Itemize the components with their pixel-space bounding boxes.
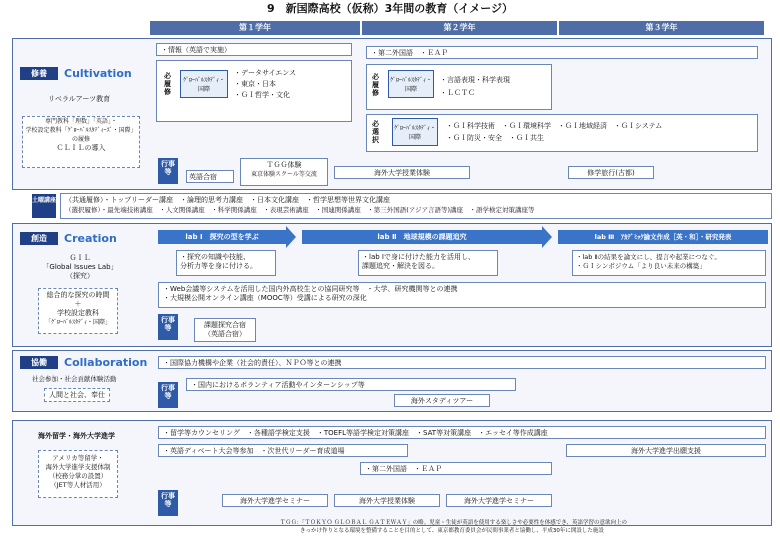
lab1-item: ・探究の知識や技能、 [180,253,250,261]
year-header-2: 第２学年 [362,21,557,35]
lab2-arrow-head [542,226,552,248]
abroad-note [38,450,118,498]
y1-gs-subject: ｸﾞﾛｰﾊﾞﾙｽﾀﾃﾞｨ・国際 [180,70,228,98]
creation-gil [40,254,120,281]
cultivation-note-line: 学校設定教科「ｸﾞﾛｰﾊﾞﾙｽﾀﾃﾞｨｰｽﾞ・国際」 [25,127,137,134]
abroad-application-support: 海外大学進学出願支援 [566,444,766,457]
research-camp-box [194,318,256,342]
info-english-box: ・情報（英語で実施） [156,43,352,56]
creation-note-line: 総合的な探究の時間 [46,291,110,299]
abroad-event: 海外大学進学セミナー [446,494,552,507]
cultivation-note-line: 専門教科「理数」「英語」・ [44,118,117,125]
y3-selective-label: 必選択 [372,120,379,144]
y2-item: ・ＬＣＴＣ [440,89,475,97]
footnote-line: きっかけ作りとなる環境を整備することを目的として、東京都教育委員会が民間事業者と協働し、平成30年に開設した施設 [300,528,604,534]
y1-item: ・データサイエンス [234,69,297,77]
event-english-camp: 英語合宿 [186,170,234,183]
cultivation-note-line: の履修 [71,136,90,143]
cultivation-note [22,116,140,168]
lab3-item: ・ＧＩシンポジウム「より良い未来の構築」 [576,262,706,270]
cultivation-subtitle: リベラルアーツ教育 [48,95,111,103]
abroad-event: 海外大学授業体験 [334,494,440,507]
y1-required-label: 必履修 [164,72,171,96]
collaboration-tag: 協働 [20,356,58,369]
lab2-arrow: lab Ⅱ 地球規模の課題追究 [302,230,542,244]
year-header-1: 第１学年 [150,21,360,35]
lab2-box [358,250,498,276]
abroad-eap-line: ・第二外国語 ・ＥＡＰ [360,462,552,475]
saturday-tag: 土曜講座 [32,194,56,218]
abroad-note-line: 海外大学進学支援体制 [45,463,111,471]
web-collab-box [158,282,766,308]
lab3-arrow: lab Ⅲ ｱｶﾃﾞﾐｯｸ論文作成［英・和］・研究発表 [558,230,768,244]
abroad-events-label: 行事等 [158,490,178,516]
cultivation-title: Cultivation [64,67,132,80]
y2-gs-subject: ｸﾞﾛｰﾊﾞﾙｽﾀﾃﾞｨ・国際 [388,70,434,98]
lab3-item: ・lab Ⅱの結果を論文にし、提言や起業につなぐ。 [576,253,721,261]
lab1-arrow-head [286,226,296,248]
collaboration-subtitle: 社会参加・社会貢献体験活動 [32,375,117,383]
abroad-debate-line: ・英語ディベート大会等参加 ・次世代リーダー育成道場 [158,444,408,457]
y2-second-lang-box: ・第二外国語 ・ＥＡＰ [366,46,758,59]
abroad-note-line: （JET等人材活用） [50,481,106,489]
creation-note [38,288,118,334]
page-title: 9 新国際高校（仮称）3年間の教育（イメージ） [267,2,513,15]
creation-tag: 創造 [20,232,58,245]
abroad-title: 海外留学・海外大学進学 [38,432,115,440]
year-header-3: 第３学年 [559,21,764,35]
y2-required-label: 必履修 [372,73,379,97]
creation-note-line: 「ｸﾞﾛｰﾊﾞﾙｽﾀﾃﾞｨ・国際」 [44,319,111,326]
saturday-line: （共通履修）・トップリーダー講座 ・論理的思考力講座 ・日本文化講座 ・哲学思想等世界文化講座 [65,196,391,204]
y3-items-line: ・ＧＩ防災・安全 ・ＧＩ共生 [446,134,544,142]
footnote-line: ＴＧＧ：「ＴＯＫＹＯ ＧＬＯＢＡＬ ＧＡＴＥＷＡＹ」の略。児童・生徒が英語を使用する楽しさや必要性を体感でき、英語学習の意欲向上の [280,520,628,526]
collab-volunteer-line: ・国内におけるボランティア活動やインターンシップ等 [186,378,516,391]
saturday-box [60,193,772,219]
research-camp-line: 課題探究合宿 [204,321,246,329]
gil-line: ＧＩＬ [69,254,91,262]
y3-items-line: ・ＧＩ科学技術 ・ＧＩ環境科学 ・ＧＩ地域経済 ・ＧＩシステム [446,122,663,130]
collab-partner-line: ・国際協力機構や企業（社会的責任）、ＮＰＯ等との連携 [158,356,766,369]
gil-line: 「Global Issues Lab」 [42,263,118,271]
creation-note-line: ＋ [74,300,82,308]
creation-note-line: 学校設定教科 [57,309,99,317]
cultivation-events-label: 行事等 [158,158,178,184]
lab1-arrow: lab Ⅰ 探究の型を学ぶ [158,230,286,244]
cultivation-tag: 修養 [20,67,58,80]
research-camp-line: （英語合宿） [204,330,246,338]
y2-item: ・言語表現・科学表現 [440,76,510,84]
web-collab-line: ・Web会議等システムを活用した国内外高校生との協同研究等 ・大学、研究機関等との連携 [163,285,458,293]
gil-line: （探究） [66,272,94,280]
event-tgg [240,158,328,186]
event-overseas-class: 海外大学授業体験 [334,166,470,179]
lab1-box [176,250,276,276]
collaboration-events-label: 行事等 [158,382,178,408]
abroad-event: 海外大学進学セミナー [222,494,328,507]
overseas-study-tour: 海外スタディツアー [394,394,490,407]
web-collab-line: ・大規模公開オンライン講座（MOOC等）受講による研究の深化 [163,294,367,302]
y3-gs-subject: ｸﾞﾛｰﾊﾞﾙｽﾀﾃﾞｨ・国際 [392,118,438,146]
event-tgg-label: ＴＧＧ体験 [266,161,302,169]
y1-item: ・ＧＩ哲学・文化 [234,91,290,99]
lab3-box [572,250,766,276]
abroad-note-line: （校務分掌の設置） [48,472,108,480]
lab2-item: ・lab Ⅰで身に付けた能力を活用し、 [362,253,475,261]
event-tgg-sub: 東京体験スクール等交流 [251,171,317,178]
lab1-item: 分析力等を身に付ける。 [180,262,257,270]
collaboration-title: Collaboration [64,356,148,369]
lab2-item: 課題追究・解決を図る。 [362,262,439,270]
creation-title: Creation [64,232,117,245]
collaboration-note: 人間と社会、奉仕 [44,388,110,402]
event-school-trip: 修学旅行(古都) [568,166,654,179]
saturday-line: （選択履修）・最先端技術講座 ・人文関係講座 ・科学関係講座 ・表現芸術講座 ・国連関係講座 ・第三外国語(アジア言語等)講座 ・語学検定対策講座等 [65,206,535,214]
y1-item: ・東京・日本 [234,80,276,88]
creation-events-label: 行事等 [158,314,178,340]
abroad-note-line: アメリカ等留学・ [52,454,104,462]
abroad-support-line: ・留学等カウンセリング ・各種語学検定支援 ・TOEFL等語学検定対策講座 ・SAT等対策講座 ・エッセイ等作成講座 [158,426,766,439]
cultivation-note-line: ＣＬＩＬの導入 [56,144,106,152]
